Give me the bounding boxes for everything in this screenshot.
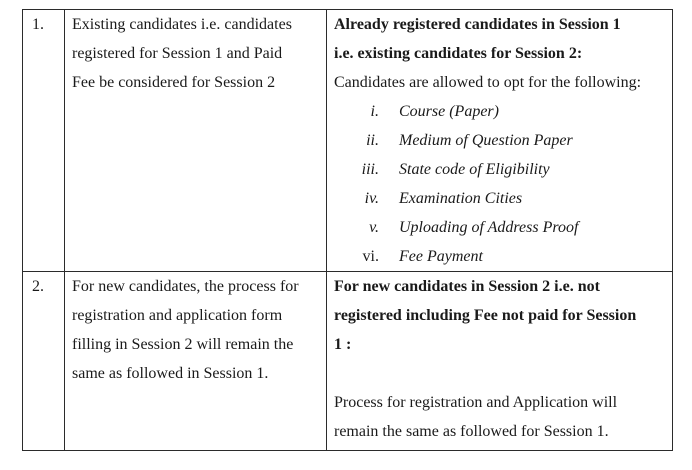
option-text: Examination Cities — [399, 190, 523, 207]
option-text: Fee Payment — [399, 248, 483, 265]
row-number-cell — [23, 10, 65, 272]
option-text: State code of Eligibility — [399, 161, 550, 178]
category-text-line: same as followed in Session 1. — [72, 365, 269, 382]
option-numeral: iv. — [364, 190, 379, 207]
option-item — [334, 242, 666, 271]
category-text-line: For new candidates, the process for — [72, 278, 299, 295]
option-text: Uploading of Address Proof — [399, 219, 579, 236]
details-cell — [327, 10, 673, 272]
option-item — [334, 184, 666, 213]
details-heading-line: For new candidates in Session 2 i.e. not — [334, 278, 600, 295]
category-cell — [65, 272, 327, 451]
category-text-line: registered for Session 1 and Paid — [72, 45, 283, 62]
details-intro: Candidates are allowed to opt for the following: — [334, 74, 642, 91]
session-info-table — [22, 9, 673, 451]
option-text: Course (Paper) — [399, 103, 499, 120]
option-numeral: i. — [370, 103, 379, 120]
option-item — [334, 155, 666, 184]
option-numeral: iii. — [361, 161, 379, 178]
details-body-line: remain the same as followed for Session 1. — [334, 423, 609, 440]
row-number: 2. — [32, 278, 44, 295]
option-numeral: v. — [369, 219, 379, 236]
category-text-line: Fee be considered for Session 2 — [72, 74, 276, 91]
category-text-line: registration and application form — [72, 307, 283, 324]
row-number-cell — [23, 272, 65, 451]
details-heading-line: Already registered candidates in Session 1 — [334, 16, 621, 33]
details-heading-line: 1 : — [334, 336, 352, 353]
category-cell — [65, 10, 327, 272]
option-item — [334, 126, 666, 155]
option-numeral: ii. — [366, 132, 379, 149]
option-text: Medium of Question Paper — [399, 132, 573, 149]
details-cell — [327, 272, 673, 451]
options-list — [334, 97, 666, 271]
details-body-line: Process for registration and Application will — [334, 394, 618, 411]
table-row — [23, 10, 673, 272]
option-item — [334, 213, 666, 242]
category-text-line: Existing candidates i.e. candidates — [72, 16, 292, 33]
option-item — [334, 97, 666, 126]
paragraph-gap — [334, 359, 666, 388]
category-text-line: filling in Session 2 will remain the — [72, 336, 294, 353]
details-heading-line: registered including Fee not paid for Session — [334, 307, 637, 324]
table-row — [23, 272, 673, 451]
details-heading-line: i.e. existing candidates for Session 2: — [334, 45, 583, 62]
option-numeral: vi. — [362, 248, 379, 265]
row-number: 1. — [32, 16, 44, 33]
